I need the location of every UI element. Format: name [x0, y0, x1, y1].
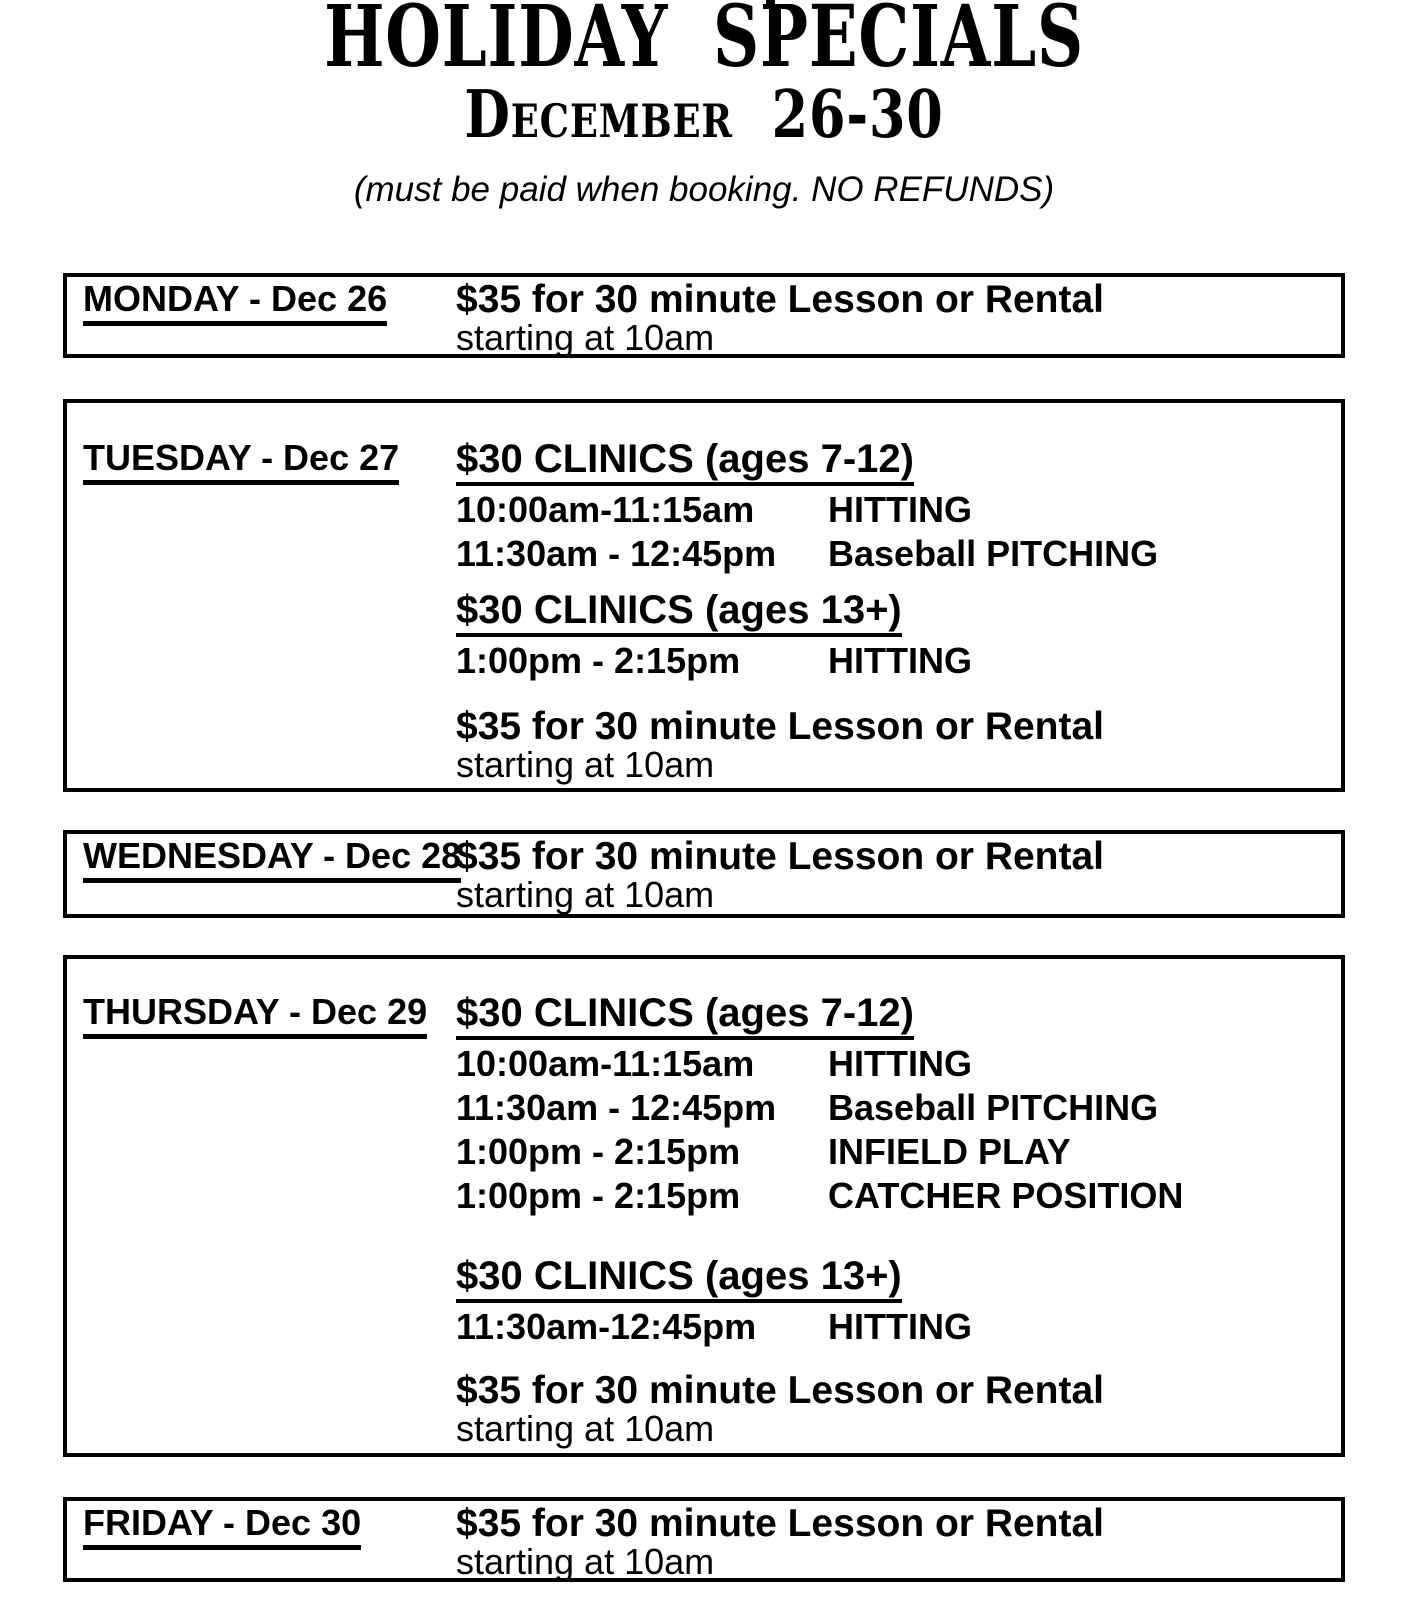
day-box-tuesday [63, 399, 1345, 792]
time-cell: 10:00am-11:15am [456, 489, 755, 530]
time-cell: 11:30am-12:45pm [456, 1306, 757, 1347]
schedule-row [456, 1042, 1341, 1086]
start-time-line: starting at 10am [456, 1541, 715, 1582]
activity-cell: HITTING [828, 640, 972, 681]
price-line: $35 for 30 minute Lesson or Rental [456, 705, 1105, 748]
price-line: $35 for 30 minute Lesson or Rental [456, 835, 1105, 878]
start-time-line: starting at 10am [456, 744, 715, 785]
activity-cell: CATCHER POSITION [828, 1175, 1184, 1216]
day-label: FRIDAY - Dec 30 [83, 1504, 361, 1550]
activity-cell: Baseball PITCHING [828, 533, 1159, 574]
schedule-row [456, 639, 1341, 683]
clinic-header: $30 CLINICS (ages 13+) [456, 590, 902, 637]
activity-cell: INFIELD PLAY [828, 1131, 1071, 1172]
activity-cell: HITTING [828, 1306, 972, 1347]
price-line: $35 for 30 minute Lesson or Rental [456, 1369, 1105, 1412]
start-time-line: starting at 10am [456, 1408, 715, 1449]
day-box-thursday [63, 955, 1345, 1457]
start-time-line: starting at 10am [456, 874, 715, 915]
day-label: TUESDAY - Dec 27 [83, 439, 399, 485]
time-cell: 11:30am - 12:45pm [456, 533, 777, 574]
day-box-monday [63, 273, 1345, 358]
schedule-row [456, 488, 1341, 532]
day-label: WEDNESDAY - Dec 28 [83, 837, 461, 883]
schedule-row [456, 1130, 1341, 1174]
time-cell: 1:00pm - 2:15pm [456, 1175, 741, 1216]
payment-note: (must be paid when booking. NO REFUNDS) [353, 170, 1055, 209]
activity-cell: HITTING [828, 489, 972, 530]
day-box-friday [63, 1497, 1345, 1582]
schedule-row [456, 532, 1341, 576]
price-line: $35 for 30 minute Lesson or Rental [456, 1502, 1105, 1545]
day-box-wednesday [63, 830, 1345, 918]
start-time-line: starting at 10am [456, 317, 715, 358]
clinic-header: $30 CLINICS (ages 7-12) [456, 439, 914, 486]
page-title: HOLIDAY SPECIALS [324, 0, 1084, 87]
time-cell: 10:00am-11:15am [456, 1043, 755, 1084]
schedule-row [456, 1174, 1341, 1218]
clinic-header: $30 CLINICS (ages 7-12) [456, 993, 914, 1040]
price-line: $35 for 30 minute Lesson or Rental [456, 278, 1105, 321]
schedule-row [456, 1305, 1341, 1349]
time-cell: 11:30am - 12:45pm [456, 1087, 777, 1128]
activity-cell: Baseball PITCHING [828, 1087, 1159, 1128]
day-label: THURSDAY - Dec 29 [83, 993, 427, 1039]
day-label: MONDAY - Dec 26 [83, 280, 387, 326]
clinic-header: $30 CLINICS (ages 13+) [456, 1256, 902, 1303]
time-cell: 1:00pm - 2:15pm [456, 640, 741, 681]
activity-cell: HITTING [828, 1043, 972, 1084]
schedule-row [456, 1086, 1341, 1130]
time-cell: 1:00pm - 2:15pm [456, 1131, 741, 1172]
page-subtitle: December 26-30 [464, 76, 944, 154]
